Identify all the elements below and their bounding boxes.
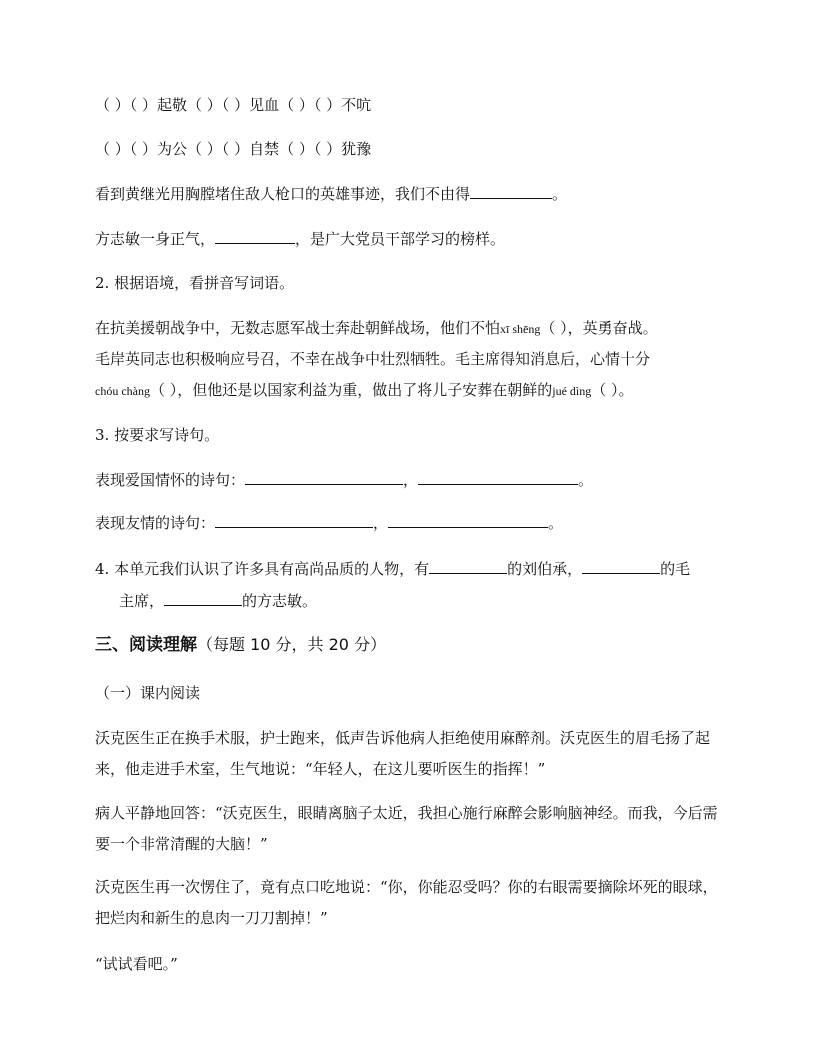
pinyin-jueding: jué dìng bbox=[552, 384, 592, 398]
q3-line-2 bbox=[95, 512, 724, 534]
q1-sentence-1 bbox=[95, 183, 724, 205]
answer-blank[interactable] bbox=[418, 469, 578, 485]
q1-row-2: （ ）（ ）为公（ ）（ ）自禁（ ）（ ）犹豫 bbox=[95, 140, 372, 158]
q2-line-1 bbox=[95, 317, 724, 340]
answer-blank[interactable] bbox=[470, 183, 552, 199]
q3-label-2: 表现友情的诗句： bbox=[95, 514, 216, 532]
q4-line-2 bbox=[95, 590, 724, 612]
section-heading bbox=[95, 634, 724, 656]
period: 。 bbox=[578, 471, 594, 489]
q2-line-2: 毛岸英同志也积极响应号召，不幸在战争中壮烈牺牲。毛主席得知消息后，心情十分 bbox=[95, 350, 651, 368]
section-title: 三、阅读理解 bbox=[95, 635, 197, 655]
q3-title: 3. 按要求写诗句。 bbox=[95, 426, 220, 444]
passage-paragraph-1: 沃克医生正在换手术服，护士跑来，低声告诉他病人拒绝使用麻醉剂。沃克医生的眉毛扬了起来，他走进手术室，生气地说：“年轻人，在这儿要听医生的指挥！” bbox=[95, 729, 711, 778]
q4-text-b: 的刘伯承， bbox=[507, 560, 583, 578]
q2-text-1: 在抗美援朝战争中，无数志愿军战士奔赴朝鲜战场，他们不怕 bbox=[95, 319, 501, 337]
q4-text-c: 的毛 bbox=[660, 560, 691, 578]
pinyin-xisheng: xī shēng bbox=[500, 322, 541, 336]
section-score: （每题 10 分，共 20 分） bbox=[197, 635, 387, 654]
q1-s1-text: 看到黄继光用胸膛堵住敌人枪口的英雄事迹，我们不由得 bbox=[95, 185, 471, 203]
q3-label-1: 表现爱国情怀的诗句： bbox=[95, 471, 246, 489]
passage-paragraph-3: 沃克医生再一次愣住了，竟有点口吃地说：“你，你能忍受吗？你的右眼需要摘除坏死的眼球，把烂肉和新生的息肉一刀刀割掉！” bbox=[95, 878, 718, 927]
q1-row-1: （ ）（ ）起敬（ ）（ ）见血（ ）（ ）不吭 bbox=[95, 96, 372, 114]
answer-blank[interactable] bbox=[388, 512, 548, 528]
passage-paragraph-2: 病人平静地回答：“沃克医生，眼睛离脑子太近，我担心施行麻醉会影响脑神经。而我，今后需要一个非常清醒的大脑！” bbox=[95, 804, 718, 853]
q2-text-3b: （ ）。 bbox=[591, 381, 634, 399]
q2-line-3 bbox=[95, 379, 724, 402]
q4-line-1 bbox=[95, 558, 724, 580]
subsection-title: （一）课内阅读 bbox=[95, 684, 201, 702]
pinyin-chouchang: chóu chàng bbox=[95, 384, 150, 398]
q1-sentence-2 bbox=[95, 228, 724, 250]
q2-text-3: （ ），但他还是以国家利益为重，做出了将儿子安葬在朝鲜的 bbox=[149, 381, 553, 399]
answer-blank[interactable] bbox=[582, 558, 660, 574]
q3-line-1 bbox=[95, 469, 724, 491]
answer-blank[interactable] bbox=[245, 469, 403, 485]
period: 。 bbox=[548, 514, 564, 532]
passage-paragraph-4: “试试看吧。” bbox=[95, 955, 178, 973]
q4-text-e: 的方志敏。 bbox=[242, 592, 318, 610]
q1-s2-end: ，是广大党员干部学习的榜样。 bbox=[295, 230, 506, 248]
q4-text-a: 4. 本单元我们认识了许多具有高尚品质的人物，有 bbox=[95, 560, 430, 578]
q1-s1-end: 。 bbox=[552, 185, 568, 203]
q2-title: 2. 根据语境，看拼音写词语。 bbox=[95, 274, 295, 292]
answer-blank[interactable] bbox=[215, 228, 295, 244]
q4-text-d: 主席， bbox=[119, 592, 165, 610]
q1-s2-text: 方志敏一身正气， bbox=[95, 230, 216, 248]
comma: ， bbox=[403, 471, 419, 489]
answer-blank[interactable] bbox=[164, 590, 242, 606]
q2-text-1b: （ ），英勇奋战。 bbox=[540, 319, 658, 337]
comma: ， bbox=[373, 514, 389, 532]
answer-blank[interactable] bbox=[429, 558, 507, 574]
answer-blank[interactable] bbox=[215, 512, 373, 528]
